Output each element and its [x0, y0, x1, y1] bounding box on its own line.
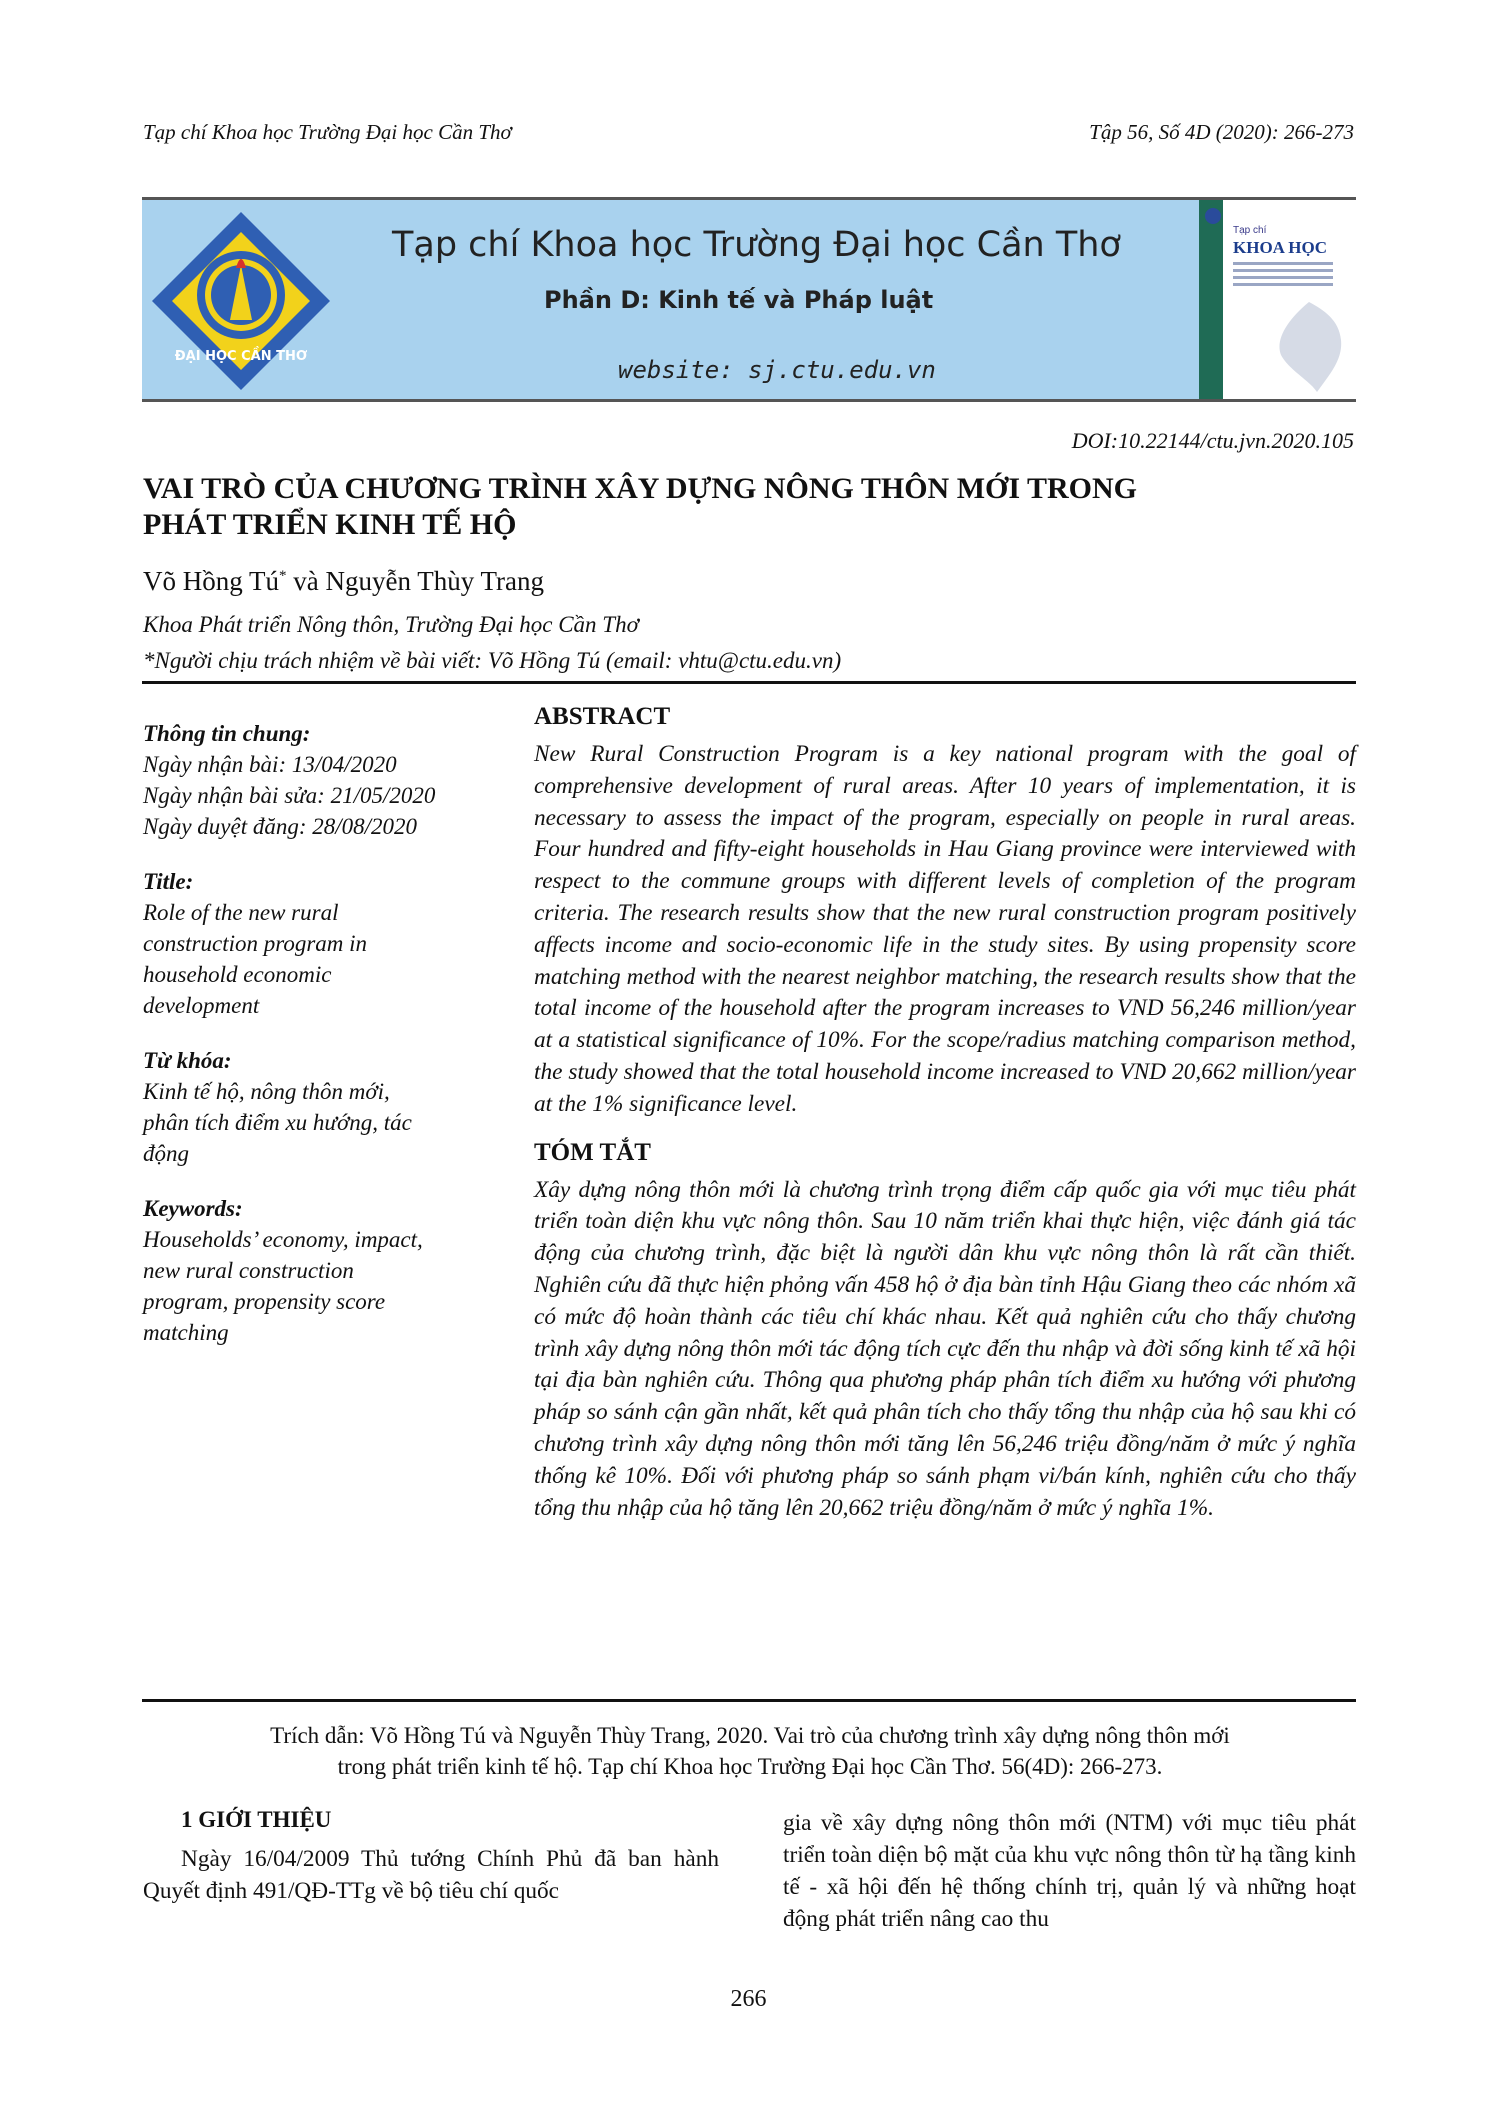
intro-left-column [143, 1807, 719, 1907]
cover-logo-icon [1205, 208, 1221, 224]
info-heading: Thông tin chung: [143, 721, 311, 746]
author-rest: và Nguyễn Thùy Trang [286, 566, 545, 596]
citation-line: trong phát triển kinh tế hộ. Tạp chí Khoa học Trường Đại học Cần Thơ. 56(4D): 266-273. [337, 1754, 1163, 1779]
logo-text: ĐẠI HỌC CẦN THƠ [174, 349, 308, 364]
intro-paragraph-start: Ngày 16/04/2009 Thủ tướng Chính Phủ đã ban hành Quyết định 491/QĐ-TTg về bộ tiêu chí quốc [143, 1846, 719, 1904]
citation-line: Trích dẫn: Võ Hồng Tú và Nguyễn Thùy Trang, 2020. Vai trò của chương trình xây dựng nông thôn mới [270, 1723, 1230, 1748]
divider-top [142, 681, 1356, 684]
intro-heading: 1 GIỚI THIỆU [181, 1807, 332, 1832]
article-title-line: PHÁT TRIỂN KINH TẾ HỘ [143, 508, 517, 541]
keywords-vi-heading: Từ khóa: [143, 1048, 232, 1073]
doi: DOI:10.22144/ctu.jvn.2020.105 [1071, 428, 1354, 453]
received-date: Ngày nhận bài: 13/04/2020 [143, 752, 397, 777]
english-title-line: Role of the new rural [143, 900, 339, 925]
english-title-line: construction program in [143, 931, 368, 956]
english-title-line: development [143, 993, 260, 1018]
title-heading: Title: [143, 869, 194, 894]
accepted-date: Ngày duyệt đăng: 28/08/2020 [143, 814, 418, 839]
cover-strip [1199, 200, 1223, 399]
article-info-sidebar [143, 718, 503, 1372]
author-first: Võ Hồng Tú [143, 566, 280, 596]
university-logo-icon [150, 210, 332, 392]
page-number: 266 [730, 1986, 767, 2012]
corresponding-author: *Người chịu trách nhiệm về bài viết: Võ Hồng Tú (email: vhtu@ctu.edu.vn) [143, 648, 842, 673]
english-keywords [143, 1193, 503, 1348]
abstract-column [534, 703, 1356, 1524]
authors [143, 566, 544, 597]
running-header-issue: Tập 56, Số 4D (2020): 266-273 [1089, 120, 1354, 144]
affiliation: Khoa Phát triển Nông thôn, Trường Đại học Cần Thơ [143, 612, 639, 637]
article-title-line: VAI TRÒ CỦA CHƯƠNG TRÌNH XÂY DỰNG NÔNG THÔN MỚI TRONG [143, 472, 1137, 505]
divider-bottom [142, 1699, 1356, 1702]
article-title [143, 471, 1363, 543]
english-title-line: household economic [143, 962, 332, 987]
summary-heading: TÓM TẮT [534, 1138, 651, 1166]
keywords-en-line: program, propensity score [143, 1289, 386, 1314]
keywords-en-heading: Keywords: [143, 1196, 243, 1221]
journal-cover-thumbnail [1199, 200, 1356, 399]
cover-title: KHOA HỌC [1233, 238, 1327, 257]
intro-paragraph-continued: gia về xây dựng nông thôn mới (NTM) với mục tiêu phát triển toàn diện bộ mặt của khu vực nông thôn từ hạ tầng kinh tế - xã hội đến hệ thống chính trị, quản lý và những hoạt động phát triển nâng cao thu [783, 1810, 1356, 1932]
corresponding-mark: * [279, 568, 287, 584]
journal-banner [142, 197, 1356, 402]
keywords-en-line: new rural construction [143, 1258, 354, 1283]
citation [143, 1720, 1357, 1782]
english-title-block [143, 866, 503, 1021]
abstract-heading: ABSTRACT [534, 703, 671, 730]
general-info [143, 718, 503, 842]
vietnamese-keywords [143, 1045, 503, 1169]
abstract-text: New Rural Construction Program is a key national program with the goal of comprehensive development of rural areas. After 10 years of implementation, it is necessary to assess the impact of the program, especially on people in rural areas. Four hundred and fifty-eight households in Hau Giang province were interviewed with respect to the commune groups with different levels of completion of the program criteria. The research results show that the new rural construction program positively affects income and socio-economic life in the study sites. By using propensity score matching method with the nearest neighbor matching, the research results show that the total income of the household after the program increases to VND 56,246 million/year at a statistical significance of 10%. For the scope/radius matching comparison method, the study showed that the total household income increased to VND 20,662 million/year at the 1% significance level. [534, 741, 1356, 1117]
keywords-vi-line: Kinh tế hộ, nông thôn mới, [143, 1079, 390, 1104]
intro-right-column [783, 1807, 1356, 1935]
summary-text: Xây dựng nông thôn mới là chương trình trọng điểm cấp quốc gia với mục tiêu phát triển toàn diện khu vực nông thôn. Sau 10 năm triển khai thực hiện, việc đánh giá tác động của chương trình, đặc biệt là người dân khu vực nông thôn là rất cần thiết. Nghiên cứu đã thực hiện phỏng vấn 458 hộ ở địa bàn tỉnh Hậu Giang theo các nhóm xã có mức độ hoàn thành các tiêu chí khác nhau. Kết quả nghiên cứu cho thấy chương trình xây dựng nông thôn mới tác động tích cực đến thu nhập và đời sống kinh tế xã hội tại địa bàn nghiên cứu. Thông qua phương pháp phân tích điểm xu hướng với phương pháp so sánh cận gần nhất, kết quả phân tích cho thấy tổng thu nhập của hộ sau khi có chương trình xây dựng nông thôn mới tăng lên 56,246 triệu đồng/năm ở mức ý nghĩa thống kê 10%. Đối với phương pháp so sánh phạm vi/bán kính, nghiên cứu cho thấy tổng thu nhập của hộ tăng lên 20,662 triệu đồng/năm ở mức ý nghĩa 1%. [534, 1176, 1356, 1521]
keywords-en-line: matching [143, 1320, 229, 1345]
keywords-en-line: Households’ economy, impact, [143, 1227, 423, 1252]
running-header-journal: Tạp chí Khoa học Trường Đại học Cần Thơ [143, 120, 512, 144]
cover-label: Tạp chí [1233, 225, 1267, 236]
keywords-vi-line: phân tích điểm xu hướng, tác [143, 1110, 412, 1135]
keywords-vi-line: động [143, 1141, 189, 1166]
map-silhouette-icon [1269, 300, 1349, 395]
revised-date: Ngày nhận bài sửa: 21/05/2020 [143, 783, 436, 808]
banner-journal-title: Tạp chí Khoa học Trường Đại học Cần Thơ [392, 225, 1121, 265]
banner-website: website: sj.ctu.edu.vn [618, 356, 936, 384]
cover-text-lines [1233, 262, 1333, 290]
banner-section-name: Phần D: Kinh tế và Pháp luật [544, 286, 934, 314]
